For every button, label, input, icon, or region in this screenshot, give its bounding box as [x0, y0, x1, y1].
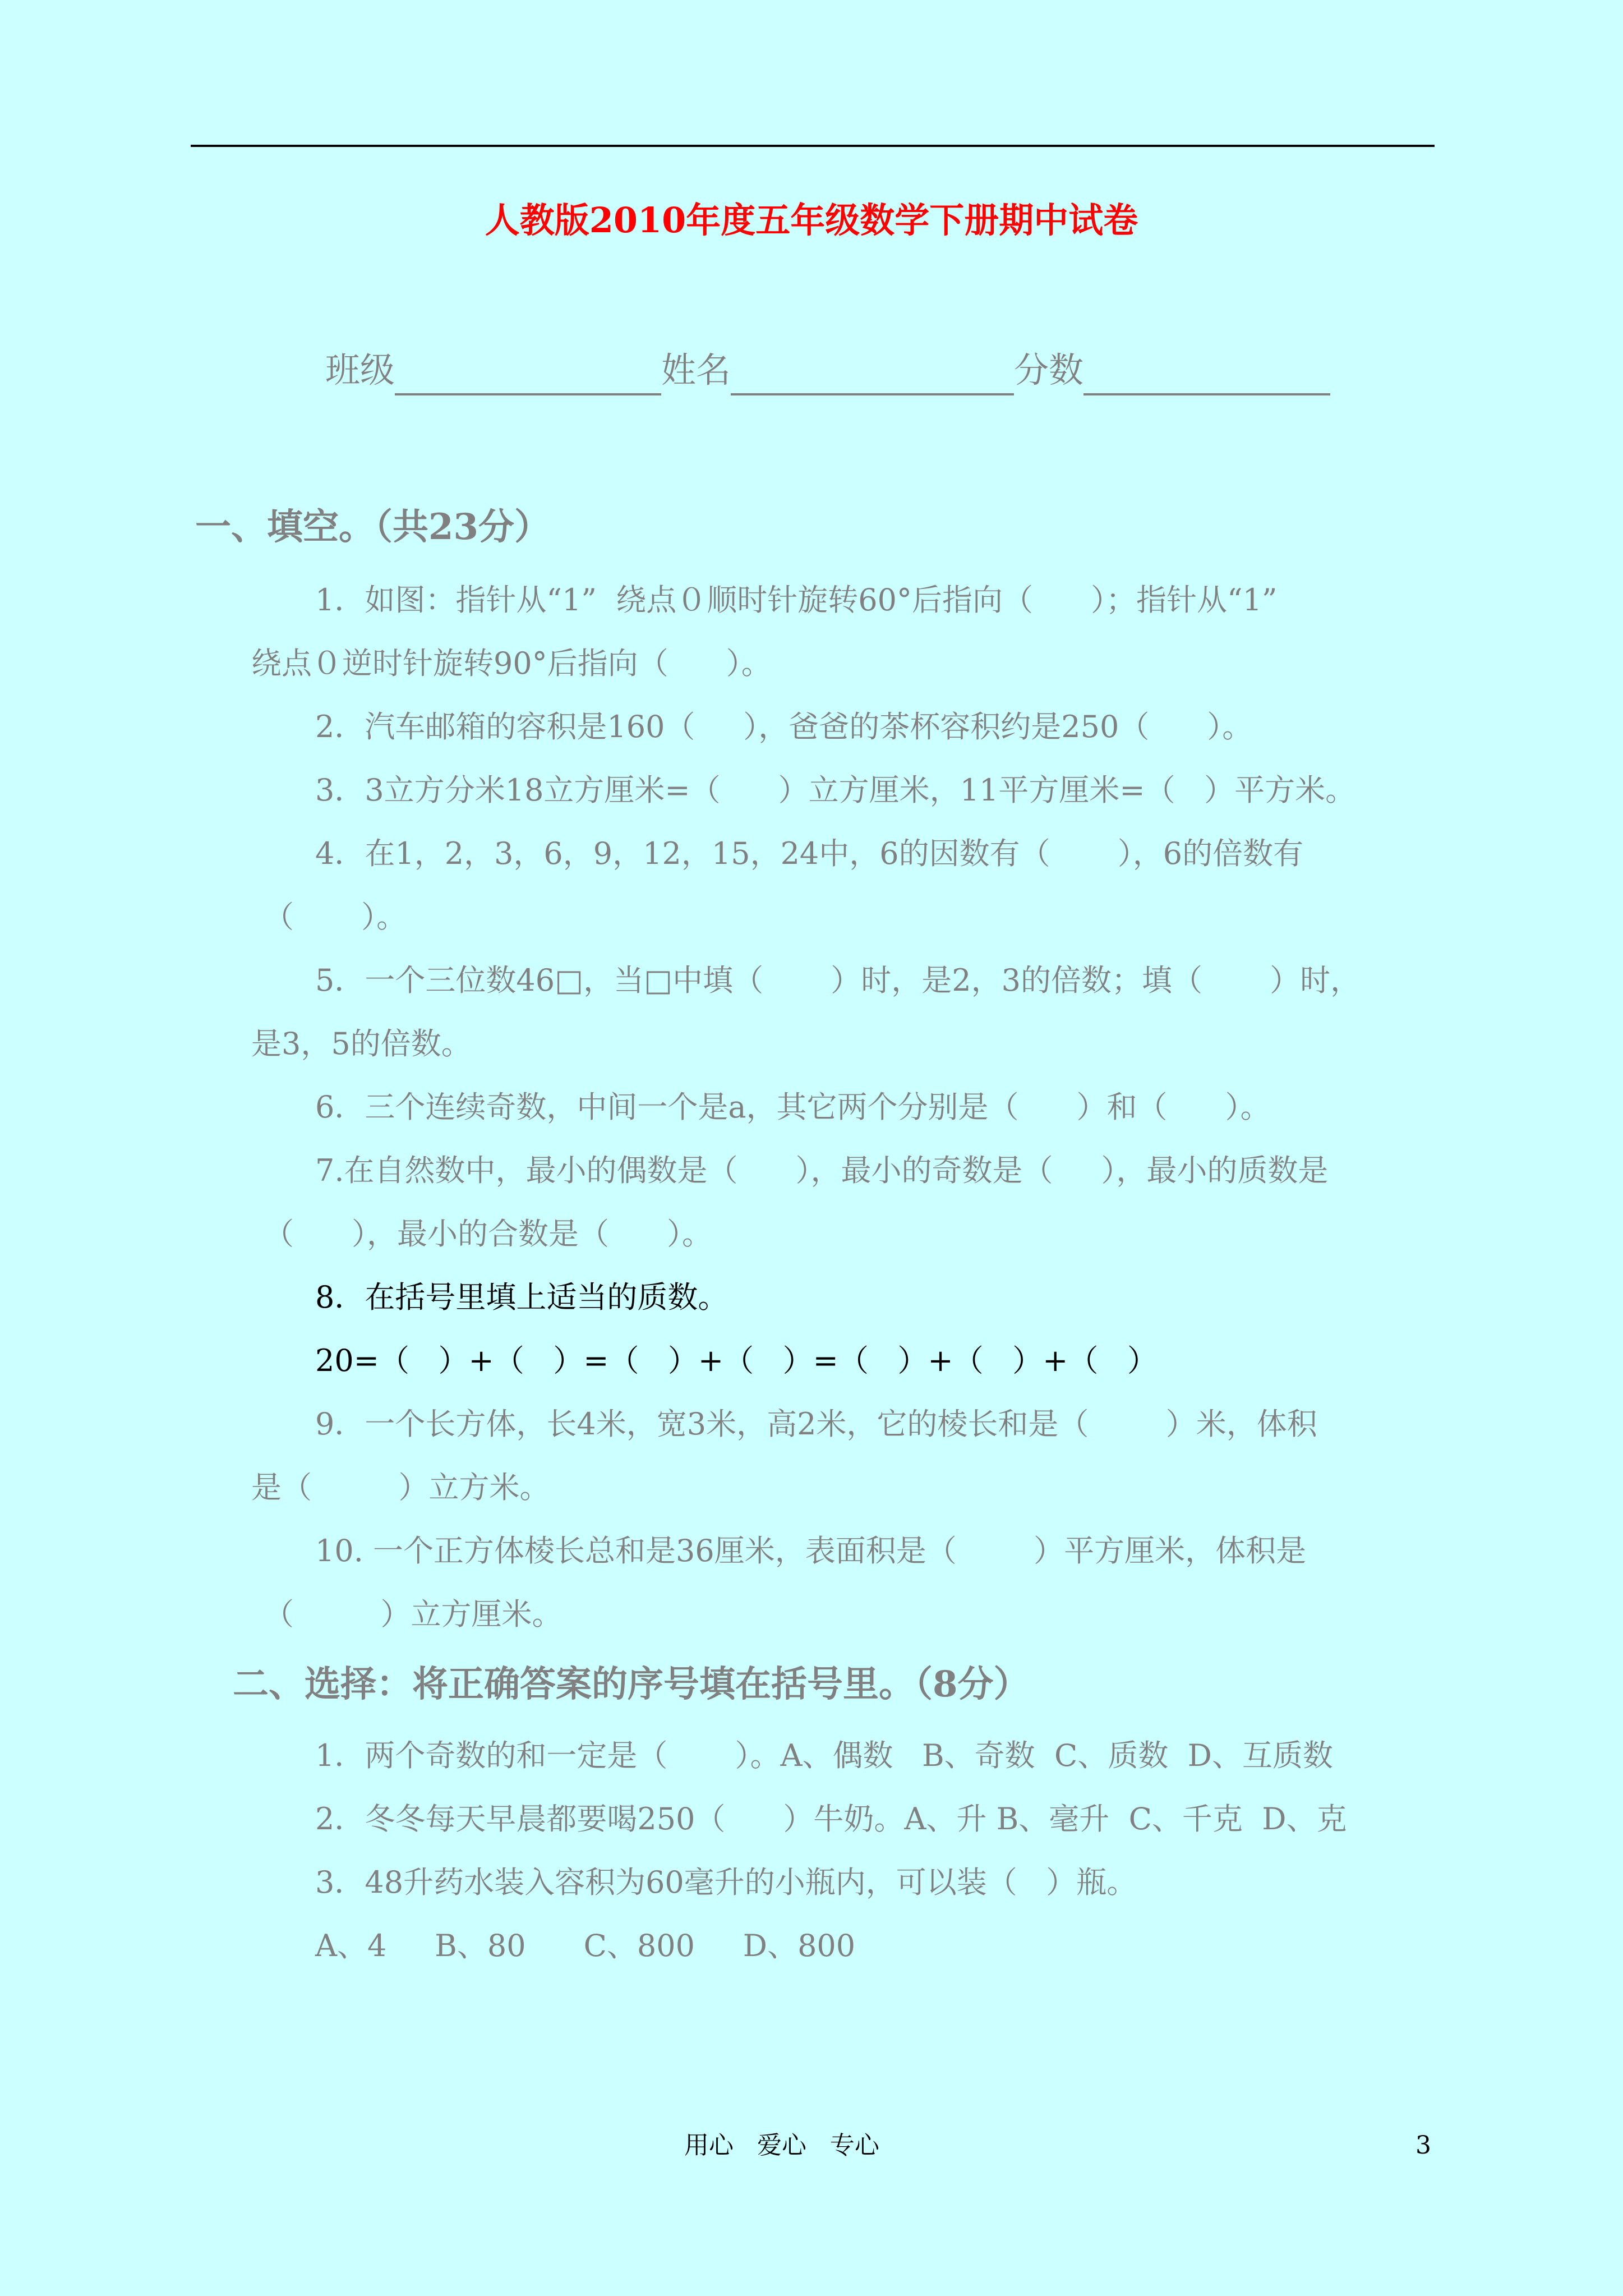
footer-slogan: 用心 爱心 专心: [684, 2131, 879, 2160]
question-line: 4．在1，2，3，6，9，12，15，24中，6的因数有（ ），6的倍数有: [315, 836, 1304, 871]
question-line: （ ）立方厘米。: [264, 1596, 562, 1632]
question-line: 是3，5的倍数。: [251, 1026, 472, 1061]
class-blank: [395, 354, 661, 395]
question-line: 2．汽车邮箱的容积是160（ ），爸爸的茶杯容积约是250（ ）。: [315, 709, 1253, 744]
question-line: 10. 一个正方体棱长总和是36厘米，表面积是（ ）平方厘米，体积是: [315, 1533, 1307, 1568]
class-label: 班级: [325, 349, 395, 390]
exam-title: 人教版2010年度五年级数学下册期中试卷: [485, 200, 1138, 241]
name-label: 姓名: [661, 349, 731, 390]
question-line: （ ）。: [264, 899, 407, 935]
score-blank: [1083, 354, 1330, 395]
question-line: 20=（ ）+（ ）=（ ）+（ ）=（ ）+（ ）+（ ）: [315, 1343, 1158, 1378]
question-line: 6．三个连续奇数，中间一个是a，其它两个分别是（ ）和（ ）。: [315, 1089, 1271, 1125]
section1-heading: 一、填空。（共23分）: [195, 506, 551, 548]
question-line: 3．48升药水装入容积为60毫升的小瓶内，可以装（ ）瓶。: [315, 1865, 1137, 1900]
question-line: 9．一个长方体，长4米，宽3米，高2米，它的棱长和是（ ）米，体积: [315, 1406, 1317, 1442]
score-label: 分数: [1014, 349, 1084, 390]
name-blank: [731, 354, 1014, 395]
question-line: 5．一个三位数46□，当□中填（ ）时，是2，3的倍数；填（ ）时，: [315, 963, 1361, 998]
page-number: 3: [1415, 2131, 1431, 2160]
student-info-row: [325, 345, 1330, 395]
question-line: （ ），最小的合数是（ ）。: [264, 1216, 712, 1251]
question-line: 1．两个奇数的和一定是（ ）。A、偶数 B、奇数 C、质数 D、互质数: [315, 1738, 1333, 1773]
question-line: 3．3立方分米18立方厘米=（ ）立方厘米，11平方厘米=（ ）平方米。: [315, 772, 1356, 808]
question-line: 7.在自然数中，最小的偶数是（ ），最小的奇数是（ ），最小的质数是: [315, 1153, 1329, 1188]
question-line: A、4 B、80 C、800 D、800: [315, 1928, 856, 1963]
question-line: 8．在括号里填上适当的质数。: [315, 1280, 728, 1315]
header-rule: [191, 145, 1435, 147]
question-line: 绕点０逆时针旋转90°后指向（ ）。: [251, 646, 772, 681]
section2-heading: 二、选择：将正确答案的序号填在括号里。（8分）: [233, 1663, 1030, 1705]
question-line: 是（ ）立方米。: [251, 1470, 550, 1505]
question-line: 2．冬冬每天早晨都要喝250（ ）牛奶。A、升 B、毫升 C、千克 D、克: [315, 1801, 1347, 1837]
question-line: 1．如图：指针从“1” 绕点０顺时针旋转60°后指向（ ）；指针从“1”: [315, 582, 1278, 618]
